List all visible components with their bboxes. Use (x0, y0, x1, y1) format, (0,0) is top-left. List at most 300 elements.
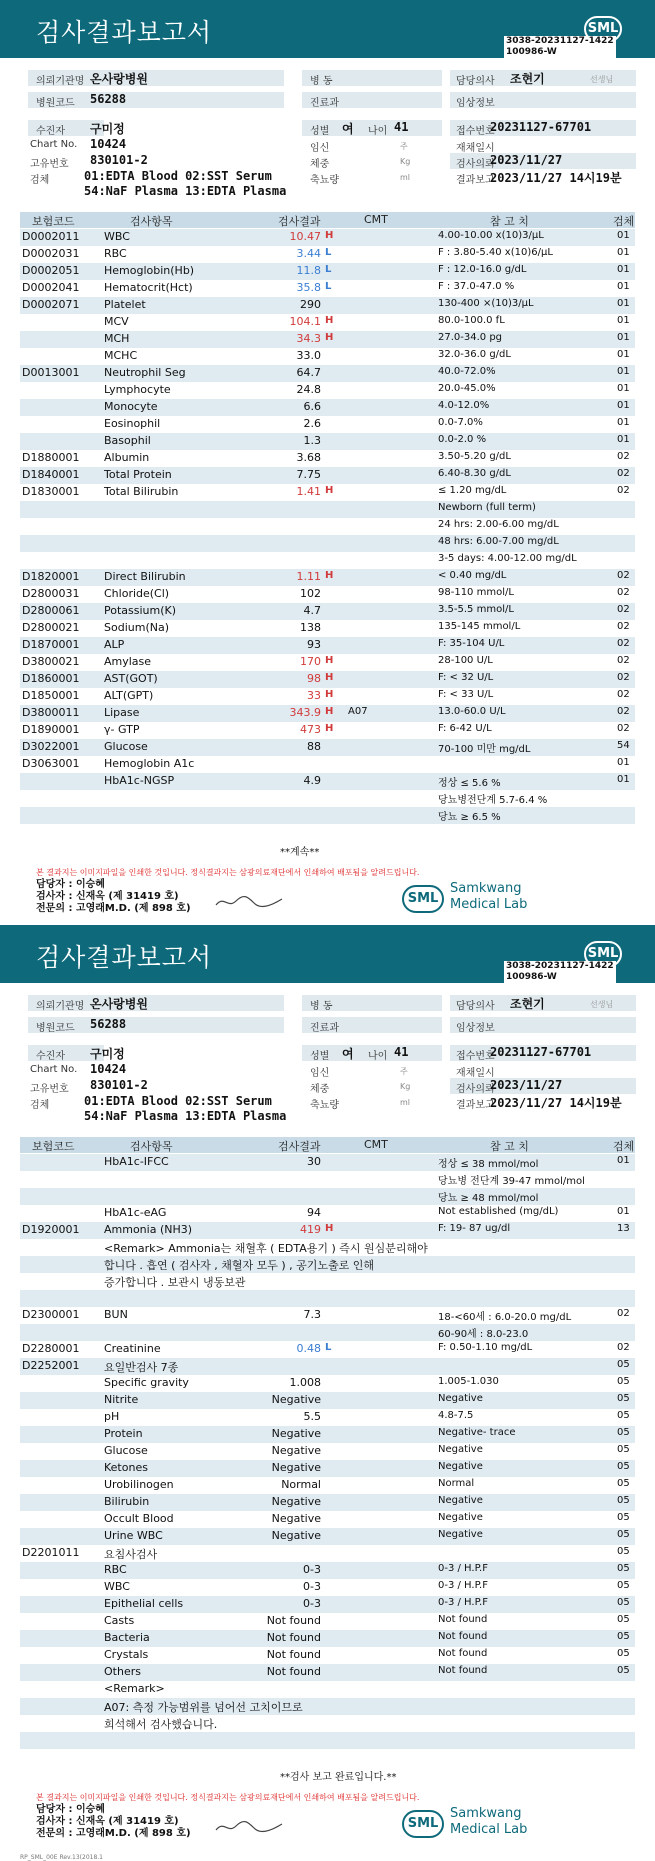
info-doctor-suffix: 선생님 (590, 1000, 614, 1009)
table-row (20, 348, 635, 365)
test-result: Negative (271, 1529, 321, 1542)
info-urine-unit: ml (400, 1098, 411, 1107)
test-name: RBC (104, 247, 127, 260)
table-row (20, 705, 635, 722)
table-row (20, 739, 635, 756)
info-doctor: 조현기 (510, 72, 545, 86)
test-name: Glucose (104, 740, 148, 753)
test-name: Bilirubin (104, 1495, 150, 1508)
result-flag: H (325, 570, 334, 581)
test-result: 343.9 (289, 706, 321, 719)
table-row (20, 1596, 635, 1613)
table-row (20, 552, 635, 569)
footer-notice: 본 결과지는 이미지파일을 인쇄한 것입니다. 정식결과지는 삼광의료재단에서 인쇄하여 배포됨을 알려드립니다. (36, 1793, 420, 1802)
specimen-code: 05 (617, 1376, 630, 1387)
info-id-label: 고유번호 (30, 159, 69, 170)
test-name: Epithelial cells (104, 1597, 184, 1610)
reference-range: 135-145 mmol/L (438, 621, 521, 632)
specimen-code: 02 (617, 638, 630, 649)
specimen-code: 01 (617, 417, 630, 428)
lab-name (450, 881, 527, 913)
report-id-line1: 3038-20231127-1422 (506, 36, 614, 46)
report-page (0, 925, 655, 1861)
table-row (20, 1273, 635, 1290)
test-name: Sodium(Na) (104, 621, 169, 634)
insurance-code: D1890001 (22, 723, 80, 736)
specimen-code: 01 (617, 1155, 630, 1166)
reference-range: Not found (438, 1631, 488, 1642)
specimen-code: 05 (617, 1546, 630, 1557)
info-hospcode-label: 병원코드 (36, 1023, 75, 1034)
specimen-code: 01 (617, 1206, 630, 1217)
staff-manager: 담당자 : 이승혜 (36, 1804, 105, 1815)
reference-range: 3.5-5.5 mmol/L (438, 604, 514, 615)
table-row (20, 1154, 635, 1171)
test-result: 33 (307, 689, 321, 702)
reference-range: Negative (438, 1393, 483, 1404)
test-name: Nitrite (104, 1393, 139, 1406)
table-row (20, 501, 635, 518)
reference-range: F : 12.0-16.0 g/dL (438, 264, 527, 275)
test-result: 6.6 (303, 400, 321, 413)
test-name: Others (104, 1665, 141, 1678)
specimen-code: 01 (617, 332, 630, 343)
report-id (504, 36, 616, 58)
info-recollect-label: 재채일시 (456, 1068, 495, 1079)
staff-manager: 담당자 : 이승혜 (36, 879, 105, 890)
test-result: Not found (266, 1665, 321, 1678)
insurance-code: D3022001 (22, 740, 80, 753)
info-receipt-label: 접수번호 (456, 1051, 495, 1062)
reference-range: 18-<60세 : 6.0-20.0 mg/dL (438, 1312, 572, 1323)
table-row (20, 586, 635, 603)
reference-range: F: 19- 87 ug/dl (438, 1223, 511, 1234)
info-chart: 10424 (90, 137, 127, 151)
test-result: 1.008 (289, 1376, 321, 1389)
info-urine-label: 축뇨량 (310, 1100, 339, 1111)
signature-image (214, 1818, 284, 1840)
test-name: Crystals (104, 1648, 149, 1661)
test-result: 30 (307, 1155, 321, 1168)
test-result: 10.47 (289, 230, 321, 243)
table-row (20, 637, 635, 654)
test-result: 290 (300, 298, 321, 311)
reference-range: 27.0-34.0 pg (438, 332, 503, 343)
info-preg-label: 임신 (310, 1068, 330, 1079)
result-flag: L (325, 247, 332, 258)
test-name: Albumin (104, 451, 150, 464)
table-row (20, 1205, 635, 1222)
test-name: AST(GOT) (104, 672, 158, 685)
specimen-code: 01 (617, 774, 630, 785)
test-result: 3.44 (296, 247, 321, 260)
table-row (20, 297, 635, 314)
specimen-code: 02 (617, 587, 630, 598)
test-result: 35.8 (296, 281, 321, 294)
table-row (20, 1324, 635, 1341)
reference-range: F: 6-42 U/L (438, 723, 492, 734)
test-name: Amylase (104, 655, 152, 668)
table-row (20, 1239, 635, 1256)
info-request-label: 검사의뢰 (456, 159, 495, 170)
test-name: Glucose (104, 1444, 148, 1457)
lab-name (450, 1806, 527, 1838)
test-result: Negative (271, 1461, 321, 1474)
info-dept-label: 진료과 (310, 1023, 339, 1034)
table-row (20, 484, 635, 501)
test-name: Bacteria (104, 1631, 150, 1644)
reference-range: F : 3.80-5.40 x(10)6/μL (438, 247, 553, 258)
footer-notice: 본 결과지는 이미지파일을 인쇄한 것입니다. 정식결과지는 삼광의료재단에서 인쇄하여 배포됨을 알려드립니다. (36, 868, 420, 877)
reference-range: Negative (438, 1461, 483, 1472)
info-preg-unit: 주 (400, 1067, 408, 1076)
specimen-code: 05 (617, 1461, 630, 1472)
test-name: 합니다 . 흡연 ( 검사자 , 채혈자 모두 ) , 공기노출로 인해 (104, 1259, 375, 1272)
test-result: 93 (307, 638, 321, 651)
form-revision: RP_SML_00E Rev.13(2018.1 (20, 1854, 104, 1861)
info-patient-label: 수진자 (36, 126, 65, 137)
test-result: 98 (307, 672, 321, 685)
result-flag: H (325, 315, 334, 326)
info-patient-label: 수진자 (36, 1051, 65, 1062)
reference-range: 1.005-1.030 (438, 1376, 499, 1387)
test-result: 24.8 (296, 383, 321, 396)
info-org: 온사랑병원 (90, 997, 148, 1011)
test-name: Occult Blood (104, 1512, 174, 1525)
sml-logo: SML (584, 16, 622, 42)
test-name: 요침사검사 (104, 1548, 158, 1561)
result-flag: L (325, 264, 332, 275)
table-row (20, 722, 635, 739)
test-result: Negative (271, 1427, 321, 1440)
reference-range: 0.0-2.0 % (438, 434, 487, 445)
info-specimen2: 54:NaF Plasma 13:EDTA Plasma (84, 1109, 287, 1123)
col-ref: 참 고 치 (490, 1140, 529, 1153)
test-name: HbA1c-IFCC (104, 1155, 169, 1168)
test-name: Ketones (104, 1461, 148, 1474)
info-hospcode-label: 병원코드 (36, 98, 75, 109)
result-flag: H (325, 672, 334, 683)
specimen-code: 05 (617, 1444, 630, 1455)
reference-range: 정상 ≤ 38 mmol/mol (438, 1159, 539, 1170)
table-row (20, 416, 635, 433)
insurance-code: D1820001 (22, 570, 80, 583)
reference-range: Not found (438, 1648, 488, 1659)
insurance-code: D2800021 (22, 621, 80, 634)
info-weight-label: 체중 (310, 159, 330, 170)
reference-range: 13.0-60.0 U/L (438, 706, 506, 717)
specimen-code: 02 (617, 655, 630, 666)
table-row (20, 1528, 635, 1545)
info-weight-unit: Kg (400, 1082, 411, 1091)
test-result: Negative (271, 1495, 321, 1508)
table-row (20, 620, 635, 637)
info-sex: 여 (342, 122, 354, 136)
test-name: γ- GTP (104, 723, 140, 736)
info-specimen1: 01:EDTA Blood 02:SST Serum (84, 169, 272, 183)
specimen-code: 05 (617, 1359, 630, 1370)
test-result: 4.9 (303, 774, 321, 787)
result-flag: L (325, 1342, 332, 1353)
test-result: 3.68 (296, 451, 321, 464)
info-ward-label: 병 동 (310, 1001, 333, 1012)
info-report-label: 결과보고 (456, 1100, 495, 1111)
test-result: 64.7 (296, 366, 321, 379)
sml-mark: SML (402, 885, 444, 913)
test-result: 11.8 (296, 264, 321, 277)
table-row (20, 467, 635, 484)
table-row (20, 1256, 635, 1273)
specimen-code: 02 (617, 706, 630, 717)
test-name: Direct Bilirubin (104, 570, 186, 583)
table-row (20, 603, 635, 620)
test-name: 요일반검사 7종 (104, 1361, 179, 1374)
col-inst: 검체 (613, 1140, 635, 1153)
reference-range: Negative- trace (438, 1427, 516, 1438)
info-specimen-label: 검체 (30, 175, 50, 186)
reference-range: 당뇨 ≥ 6.5 % (438, 812, 501, 823)
staff-tester: 검사자 : 신재옥 (제 31419 호) (36, 891, 179, 902)
specimen-code: 02 (617, 570, 630, 581)
test-name: MCHC (104, 349, 138, 362)
reference-range: F: 0.50-1.10 mg/dL (438, 1342, 533, 1353)
reference-range: 당뇨 ≥ 48 mmol/mol (438, 1193, 539, 1204)
insurance-code: D0002071 (22, 298, 80, 311)
info-preg-label: 임신 (310, 143, 330, 154)
table-row (20, 1426, 635, 1443)
info-report: 2023/11/27 14시19분 (490, 1096, 622, 1110)
test-result: 170 (300, 655, 321, 668)
test-name: BUN (104, 1308, 128, 1321)
test-name: Hemoglobin(Hb) (104, 264, 195, 277)
specimen-code: 02 (617, 604, 630, 615)
col-result: 검사결과 (278, 215, 321, 228)
insurance-code: D3800011 (22, 706, 80, 719)
test-name: Lymphocyte (104, 383, 171, 396)
reference-range: Normal (438, 1478, 475, 1489)
col-cmt: CMT (364, 213, 388, 226)
specimen-code: 05 (617, 1563, 630, 1574)
test-name: Hemoglobin A1c (104, 757, 195, 770)
test-result: Normal (281, 1478, 321, 1491)
reference-range: F: 35-104 U/L (438, 638, 505, 649)
table-row (20, 433, 635, 450)
col-ref: 참 고 치 (490, 215, 529, 228)
info-age: 41 (394, 120, 409, 134)
info-chart-label: Chart No. (30, 1064, 78, 1075)
test-name: RBC (104, 1563, 127, 1576)
info-doctor-suffix: 선생님 (590, 75, 614, 84)
table-row (20, 1511, 635, 1528)
test-result: 88 (307, 740, 321, 753)
test-result: Negative (271, 1512, 321, 1525)
reference-range: 28-100 U/L (438, 655, 493, 666)
insurance-code: D1840001 (22, 468, 80, 481)
table-row (20, 1562, 635, 1579)
test-result: Not found (266, 1648, 321, 1661)
specimen-code: 01 (617, 434, 630, 445)
insurance-code: D1870001 (22, 638, 80, 651)
test-name: MCH (104, 332, 130, 345)
table-row (20, 331, 635, 348)
table-row (20, 229, 635, 246)
table-row (20, 1698, 635, 1715)
table-row (20, 450, 635, 467)
reference-range: 4.00-10.00 x(10)3/μL (438, 230, 544, 241)
table-row (20, 280, 635, 297)
reference-range: 48 hrs: 6.00-7.00 mg/dL (438, 536, 559, 547)
table-row (20, 688, 635, 705)
info-hospcode: 56288 (90, 1017, 127, 1031)
info-recollect-label: 재채일시 (456, 143, 495, 154)
insurance-code: D2300001 (22, 1308, 80, 1321)
insurance-code: D1830001 (22, 485, 80, 498)
info-sex: 여 (342, 1047, 354, 1061)
table-row (20, 1681, 635, 1698)
info-ward-label: 병 동 (310, 76, 333, 87)
reference-range: F: < 33 U/L (438, 689, 494, 700)
test-name: HbA1c-eAG (104, 1206, 167, 1219)
specimen-code: 05 (617, 1665, 630, 1676)
insurance-code: D1880001 (22, 451, 80, 464)
insurance-code: D2800031 (22, 587, 80, 600)
info-request: 2023/11/27 (490, 1078, 563, 1092)
reference-range: Negative (438, 1444, 483, 1455)
table-row (20, 1222, 635, 1239)
reference-range: F : 37.0-47.0 % (438, 281, 515, 292)
test-name: WBC (104, 230, 130, 243)
test-name: HbA1c-NGSP (104, 774, 175, 787)
test-name: Ammonia (NH3) (104, 1223, 193, 1236)
info-report-label: 결과보고 (456, 175, 495, 186)
test-result: 1.41 (296, 485, 321, 498)
reference-range: 6.40-8.30 g/dL (438, 468, 511, 479)
specimen-code: 02 (617, 672, 630, 683)
info-age-label: 나이 (368, 1051, 388, 1062)
col-code: 보험코드 (32, 215, 75, 228)
info-sex-label: 성별 (310, 126, 330, 137)
continuation-note: **계속** (280, 847, 320, 858)
test-result: 4.7 (303, 604, 321, 617)
test-result: 7.75 (296, 468, 321, 481)
test-name: A07: 측정 가능범위를 넘어선 고치이므로 (104, 1701, 303, 1714)
table-row (20, 382, 635, 399)
reference-range: 0-3 / H.P.F (438, 1563, 488, 1574)
test-result: 34.3 (296, 332, 321, 345)
specimen-code: 02 (617, 1342, 630, 1353)
info-receipt: 20231127-67701 (490, 120, 592, 134)
reference-range: 80.0-100.0 fL (438, 315, 505, 326)
insurance-code: D3063001 (22, 757, 80, 770)
info-weight-unit: Kg (400, 157, 411, 166)
report-title: 검사결과보고서 (36, 18, 213, 47)
reference-range: 0.0-7.0% (438, 417, 483, 428)
col-item: 검사항목 (130, 215, 173, 228)
info-patient: 구미정 (90, 122, 125, 136)
reference-range: Not found (438, 1614, 488, 1625)
test-name: Potassium(K) (104, 604, 177, 617)
specimen-code: 54 (617, 740, 630, 751)
info-request-label: 검사의뢰 (456, 1084, 495, 1095)
result-flag: H (325, 230, 334, 241)
specimen-code: 05 (617, 1393, 630, 1404)
info-dept-label: 진료과 (310, 98, 339, 109)
test-name: 증가합니다 . 보관시 냉동보관 (104, 1276, 246, 1289)
info-chart-label: Chart No. (30, 139, 78, 150)
table-row (20, 1341, 635, 1358)
specimen-code: 05 (617, 1495, 630, 1506)
table-row (20, 773, 635, 790)
reference-range: 당뇨병 전단계 39-47 mmol/mol (438, 1176, 585, 1187)
specimen-code: 01 (617, 315, 630, 326)
info-chart: 10424 (90, 1062, 127, 1076)
test-name: MCV (104, 315, 129, 328)
report-id-line1: 3038-20231127-1422 (506, 961, 614, 971)
specimen-code: 02 (617, 723, 630, 734)
insurance-code: D0002011 (22, 230, 80, 243)
table-row (20, 1477, 635, 1494)
reference-range: 98-110 mmol/L (438, 587, 514, 598)
test-name: Urobilinogen (104, 1478, 174, 1491)
test-name: ALP (104, 638, 125, 651)
specimen-code: 05 (617, 1580, 630, 1591)
info-patient: 구미정 (90, 1047, 125, 1061)
test-name: Urine WBC (104, 1529, 163, 1542)
test-name: <Remark> Ammonia는 채혈후 ( EDTA용기 ) 즉시 원심분리해야 (104, 1242, 428, 1255)
table-row (20, 1409, 635, 1426)
table-row (20, 1392, 635, 1409)
specimen-code: 01 (617, 757, 630, 768)
result-flag: H (325, 485, 334, 496)
signature-image (214, 893, 284, 915)
info-preg-unit: 주 (400, 142, 408, 151)
test-name: WBC (104, 1580, 130, 1593)
info-clinical-label: 임상정보 (456, 98, 495, 109)
specimen-code: 05 (617, 1410, 630, 1421)
table-row (20, 1307, 635, 1324)
specimen-code: 05 (617, 1427, 630, 1438)
specimen-code: 01 (617, 366, 630, 377)
specimen-code: 01 (617, 298, 630, 309)
result-flag: H (325, 655, 334, 666)
lab-name-line2: Medical Lab (450, 897, 528, 912)
insurance-code: D1920001 (22, 1223, 80, 1236)
col-code: 보험코드 (32, 1140, 75, 1153)
test-name: Monocyte (104, 400, 158, 413)
table-row (20, 807, 635, 824)
continuation-note: **검사 보고 완료입니다.** (280, 1772, 397, 1783)
test-name: ALT(GPT) (104, 689, 154, 702)
test-name: Casts (104, 1614, 135, 1627)
test-name: Lipase (104, 706, 140, 719)
table-row (20, 365, 635, 382)
info-receipt-label: 접수번호 (456, 126, 495, 137)
report-title: 검사결과보고서 (36, 943, 213, 972)
result-table (20, 229, 635, 841)
table-row (20, 314, 635, 331)
reference-range: 4.0-12.0% (438, 400, 490, 411)
info-id: 830101-2 (90, 153, 148, 167)
table-row (20, 1188, 635, 1205)
specimen-code: 05 (617, 1648, 630, 1659)
insurance-code: D1850001 (22, 689, 80, 702)
lab-name-line2: Medical Lab (450, 1822, 528, 1837)
table-row (20, 671, 635, 688)
insurance-code: D3800021 (22, 655, 80, 668)
insurance-code: D0002041 (22, 281, 80, 294)
test-result: 102 (300, 587, 321, 600)
reference-range: Newborn (full term) (438, 502, 536, 513)
